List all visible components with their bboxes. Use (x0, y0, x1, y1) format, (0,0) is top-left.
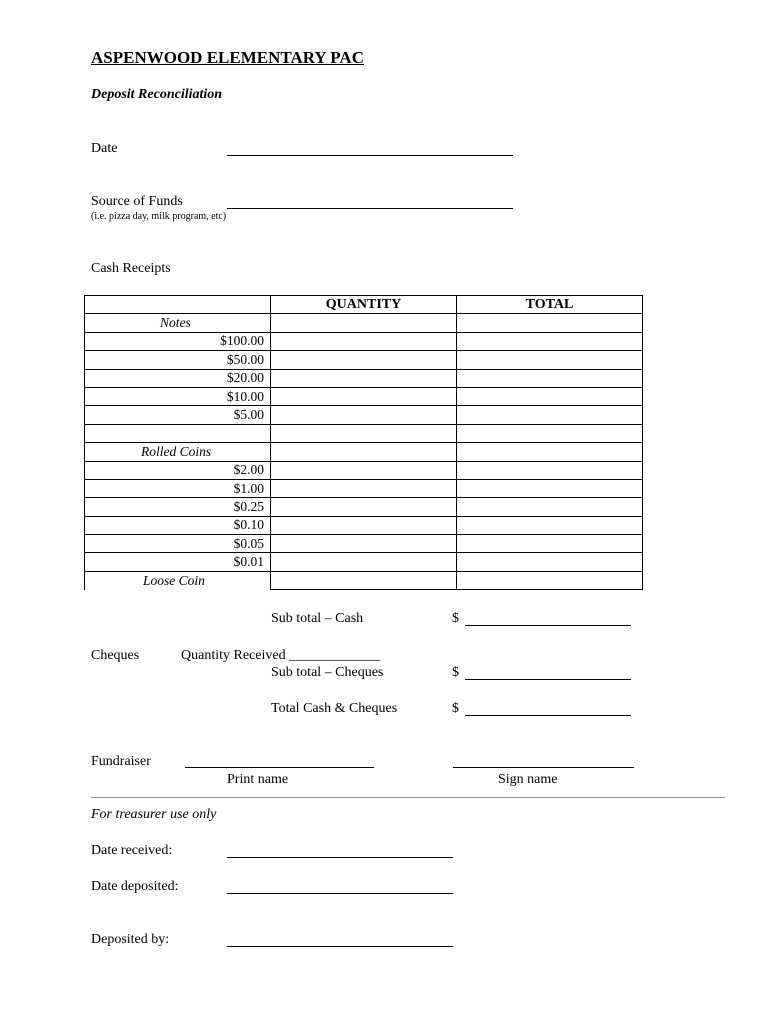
total-cell[interactable] (457, 479, 643, 497)
print-name-label: Print name (227, 772, 289, 787)
form-subtitle: Deposit Reconciliation (91, 87, 223, 102)
date-line[interactable] (227, 155, 513, 156)
quantity-cell[interactable] (271, 553, 457, 571)
subtotal-cash-label: Sub total – Cash (271, 611, 364, 626)
table-row (85, 571, 643, 589)
empty-cell (85, 424, 271, 442)
table-row (85, 332, 643, 350)
total-cell[interactable] (457, 571, 643, 589)
blank-header (85, 296, 271, 314)
denomination: $100.00 (85, 332, 271, 350)
table-row (85, 406, 643, 424)
denomination: $10.00 (85, 387, 271, 405)
source-of-funds-line[interactable] (227, 208, 513, 209)
total-cell[interactable] (457, 553, 643, 571)
total-cell[interactable] (457, 314, 643, 332)
sign-name-line[interactable] (453, 767, 634, 768)
quantity-cell[interactable] (271, 424, 457, 442)
table-row (85, 461, 643, 479)
deposited-by-line[interactable] (227, 946, 453, 947)
total-cell[interactable] (457, 369, 643, 387)
quantity-cell[interactable] (271, 535, 457, 553)
total-cell[interactable] (457, 332, 643, 350)
quantity-cell[interactable] (271, 479, 457, 497)
denomination: $5.00 (85, 406, 271, 424)
denomination: $2.00 (85, 461, 271, 479)
table-row (85, 443, 643, 461)
total-cell[interactable] (457, 443, 643, 461)
sign-name-label: Sign name (498, 772, 558, 787)
total-label: Total Cash & Cheques (271, 701, 398, 716)
treasurer-heading: For treasurer use only (91, 807, 217, 822)
date-received-line[interactable] (227, 857, 453, 858)
quantity-cell[interactable] (271, 351, 457, 369)
subtotal-cheques-line[interactable] (465, 679, 631, 680)
table-row (85, 424, 643, 442)
subtotal-cash-line[interactable] (465, 625, 631, 626)
total-cell[interactable] (457, 498, 643, 516)
subtotal-cheques-label: Sub total – Cheques (271, 665, 384, 680)
cheques-label: Cheques (91, 648, 140, 663)
fundraiser-label: Fundraiser (91, 754, 151, 769)
quantity-cell[interactable] (271, 406, 457, 424)
source-of-funds-label: Source of Funds (91, 194, 183, 209)
table-row (85, 479, 643, 497)
rolled-coins-label: Rolled Coins (85, 443, 271, 461)
total-cell[interactable] (457, 516, 643, 534)
total-cell[interactable] (457, 406, 643, 424)
table-row (85, 351, 643, 369)
source-hint: (i.e. pizza day, milk program, etc) (91, 211, 227, 222)
loose-coin-label: Loose Coin (85, 571, 271, 589)
date-deposited-line[interactable] (227, 893, 453, 894)
quantity-received-field[interactable]: Quantity Received _____________ (181, 648, 381, 663)
total-cell[interactable] (457, 387, 643, 405)
notes-label: Notes (85, 314, 271, 332)
total-cell[interactable] (457, 535, 643, 553)
quantity-cell[interactable] (271, 314, 457, 332)
dollar-sign: $ (452, 701, 459, 716)
cash-receipts-table (84, 295, 643, 590)
denomination: $20.00 (85, 369, 271, 387)
denomination: $1.00 (85, 479, 271, 497)
print-name-line[interactable] (185, 767, 374, 768)
quantity-cell[interactable] (271, 387, 457, 405)
form-title: ASPENWOOD ELEMENTARY PAC (91, 48, 364, 67)
cash-receipts-label: Cash Receipts (91, 261, 171, 276)
dollar-sign: $ (452, 665, 459, 680)
total-header: TOTAL (457, 296, 643, 314)
table-row (85, 369, 643, 387)
total-line[interactable] (465, 715, 631, 716)
denomination: $0.01 (85, 553, 271, 571)
denomination: $0.10 (85, 516, 271, 534)
date-received-label: Date received: (91, 843, 173, 858)
table-row (85, 314, 643, 332)
quantity-header: QUANTITY (271, 296, 457, 314)
denomination: $50.00 (85, 351, 271, 369)
total-cell[interactable] (457, 424, 643, 442)
table-row (85, 387, 643, 405)
denomination: $0.05 (85, 535, 271, 553)
quantity-cell[interactable] (271, 369, 457, 387)
table-row (85, 535, 643, 553)
table-row (85, 553, 643, 571)
quantity-cell[interactable] (271, 461, 457, 479)
table-row (85, 516, 643, 534)
divider (91, 797, 725, 798)
dollar-sign: $ (452, 611, 459, 626)
table-header-row (85, 296, 643, 314)
date-deposited-label: Date deposited: (91, 879, 179, 894)
quantity-cell[interactable] (271, 498, 457, 516)
table-row (85, 498, 643, 516)
quantity-cell[interactable] (271, 516, 457, 534)
total-cell[interactable] (457, 461, 643, 479)
deposited-by-label: Deposited by: (91, 932, 170, 947)
quantity-cell[interactable] (271, 443, 457, 461)
denomination: $0.25 (85, 498, 271, 516)
total-cell[interactable] (457, 351, 643, 369)
date-label: Date (91, 141, 118, 156)
quantity-cell[interactable] (271, 571, 457, 589)
quantity-cell[interactable] (271, 332, 457, 350)
